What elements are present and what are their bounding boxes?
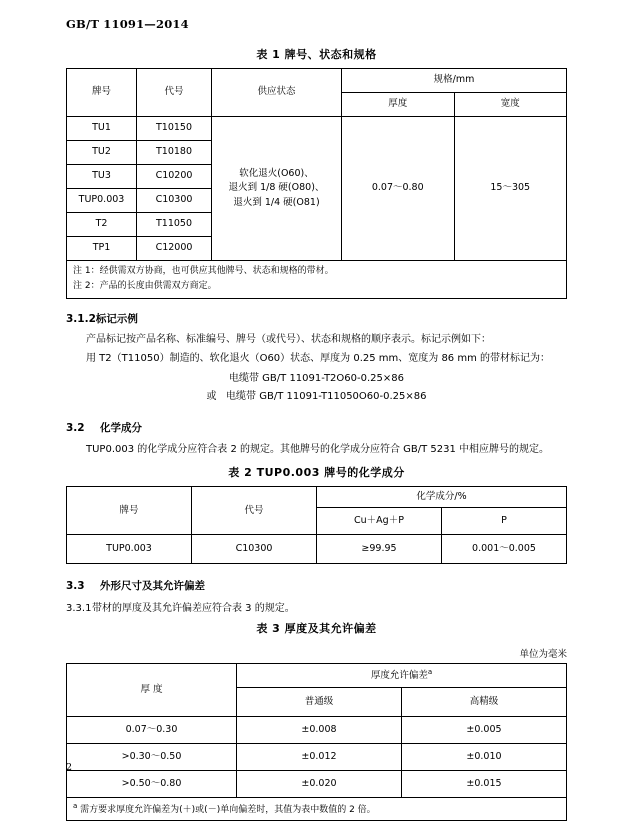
section-title: 化学成分 bbox=[100, 421, 142, 434]
marking-example-2-text: 电缆带 GB/T 11091-T11050O60-0.25×86 bbox=[226, 391, 427, 403]
table-note-row bbox=[67, 261, 567, 299]
cell-high: ±0.005 bbox=[402, 716, 567, 743]
table1-note-1: 注 1：经供需双方协商，也可供应其他牌号、状态和规格的带材。 bbox=[73, 266, 334, 276]
cell-width: 15～305 bbox=[454, 117, 567, 261]
th-normal-grade: 普通级 bbox=[237, 687, 402, 716]
supply-state-line-3: 退火到 1/4 硬(O81) bbox=[233, 196, 320, 208]
page-header: GB/T 11091—2014 bbox=[66, 17, 189, 31]
cell-code: T11050 bbox=[137, 213, 212, 237]
cell-thickness: 0.07～0.30 bbox=[67, 716, 237, 743]
th-code: 代号 bbox=[192, 487, 317, 535]
th-tolerance-group-label: 厚度允许偏差 bbox=[370, 670, 428, 682]
cell-grade: TU2 bbox=[67, 141, 137, 165]
section-number: 3.2 bbox=[66, 421, 85, 434]
th-grade: 牌号 bbox=[67, 487, 192, 535]
cell-grade: TU1 bbox=[67, 117, 137, 141]
page-content bbox=[66, 0, 567, 821]
section-title: 外形尺寸及其允许偏差 bbox=[100, 580, 205, 593]
cell-code: T10180 bbox=[137, 141, 212, 165]
section-heading-3-1-2 bbox=[66, 311, 567, 326]
cell-supply-state bbox=[212, 117, 342, 261]
th-spec-group: 规格/mm bbox=[342, 69, 567, 93]
supply-state-line-1: 软化退火(O60)、 bbox=[239, 168, 314, 180]
table-thickness-tolerance bbox=[66, 663, 567, 821]
th-grade: 牌号 bbox=[67, 69, 137, 117]
cell-normal: ±0.012 bbox=[237, 743, 402, 770]
table-row bbox=[67, 716, 567, 743]
marking-example-2 bbox=[66, 388, 567, 406]
table3-footnote-sup: a bbox=[73, 801, 78, 810]
th-thickness: 厚 度 bbox=[67, 664, 237, 716]
cell-normal: ±0.008 bbox=[237, 716, 402, 743]
th-thickness: 厚度 bbox=[342, 93, 455, 117]
cell-code: C10200 bbox=[137, 165, 212, 189]
section-3-1-2-para-1: 产品标记按产品名称、标准编号、牌号（或代号）、状态和规格的顺序表示。标记示例如下： bbox=[86, 333, 491, 345]
cell-thickness: >0.30～0.50 bbox=[67, 743, 237, 770]
cell-cu-ag-p: ≥99.95 bbox=[317, 535, 442, 564]
table-header-row bbox=[67, 69, 567, 93]
section-title: 标记示例 bbox=[95, 312, 138, 325]
cell-grade: T2 bbox=[67, 213, 137, 237]
table1-note-2: 注 2：产品的长度由供需双方商定。 bbox=[73, 281, 217, 292]
supply-state-line-2: 退火到 1/8 硬(O80)、 bbox=[228, 182, 325, 194]
section-3-2-para: TUP0.003 的化学成分应符合表 2 的规定。其他牌号的化学成分应符合 GB/T 5231 中相应牌号的规定。 bbox=[86, 443, 550, 455]
page-number: 2 bbox=[66, 762, 73, 773]
table-row bbox=[67, 535, 567, 564]
marking-example-2-prefix: 或 bbox=[206, 391, 217, 403]
cell-grade: TU3 bbox=[67, 165, 137, 189]
table-chemical-composition bbox=[66, 486, 567, 564]
cell-high: ±0.010 bbox=[402, 743, 567, 770]
cell-code: T10150 bbox=[137, 117, 212, 141]
table3-caption: 表 3 厚度及其允许偏差 bbox=[256, 622, 377, 636]
th-composition-group: 化学成分/% bbox=[317, 487, 567, 508]
table-header-row bbox=[67, 664, 567, 687]
cell-thickness: 0.07～0.80 bbox=[342, 117, 455, 261]
section-number: 3.1.2 bbox=[66, 312, 96, 325]
section-number: 3.3 bbox=[66, 580, 85, 593]
th-width: 宽度 bbox=[454, 93, 567, 117]
table2-caption: 表 2 TUP0.003 牌号的化学成分 bbox=[228, 466, 405, 480]
section-heading-3-3 bbox=[66, 578, 567, 593]
section-heading-3-3-1 bbox=[66, 599, 567, 614]
table-footnote-row bbox=[67, 797, 567, 821]
table-row bbox=[67, 117, 567, 141]
cell-normal: ±0.020 bbox=[237, 770, 402, 797]
th-tolerance-group-sup: a bbox=[427, 668, 433, 677]
cell-code: C10300 bbox=[192, 535, 317, 564]
section-3-1-2-para-2: 用 T2（T11050）制造的、软化退火（O60）状态、厚度为 0.25 mm、宽度为 86 mm 的带材标记为： bbox=[86, 353, 551, 365]
table3-unit-note: 单位为毫米 bbox=[519, 649, 567, 661]
th-code: 代号 bbox=[137, 69, 212, 117]
cell-code: C12000 bbox=[137, 237, 212, 261]
th-high-grade: 高精级 bbox=[402, 687, 567, 716]
table3-footnote-text: 需方要求厚度允许偏差为(＋)或(－)单向偏差时，其值为表中数值的 2 倍。 bbox=[77, 804, 376, 815]
cell-p: 0.001～0.005 bbox=[442, 535, 567, 564]
cell-grade: TUP0.003 bbox=[67, 535, 192, 564]
th-supply-state: 供应状态 bbox=[212, 69, 342, 117]
cell-grade: TP1 bbox=[67, 237, 137, 261]
section-title: 带材的厚度及其允许偏差应符合表 3 的规定。 bbox=[92, 603, 295, 615]
th-cu-ag-p: Cu＋Ag＋P bbox=[317, 508, 442, 535]
th-p: P bbox=[442, 508, 567, 535]
cell-thickness: >0.50～0.80 bbox=[67, 770, 237, 797]
table-row bbox=[67, 770, 567, 797]
cell-high: ±0.015 bbox=[402, 770, 567, 797]
cell-code: C10300 bbox=[137, 189, 212, 213]
table1-caption: 表 1 牌号、状态和规格 bbox=[256, 48, 377, 61]
th-tolerance-group bbox=[237, 664, 567, 687]
table-row bbox=[67, 743, 567, 770]
section-heading-3-2 bbox=[66, 420, 567, 435]
table1-notes bbox=[67, 261, 567, 299]
marking-example-1: 电缆带 GB/T 11091-T2O60-0.25×86 bbox=[229, 372, 404, 384]
table-grades-states-specs bbox=[66, 68, 567, 299]
table3-footnote bbox=[67, 797, 567, 821]
section-number: 3.3.1 bbox=[66, 603, 92, 615]
cell-grade: TUP0.003 bbox=[67, 189, 137, 213]
table-header-row bbox=[67, 487, 567, 508]
